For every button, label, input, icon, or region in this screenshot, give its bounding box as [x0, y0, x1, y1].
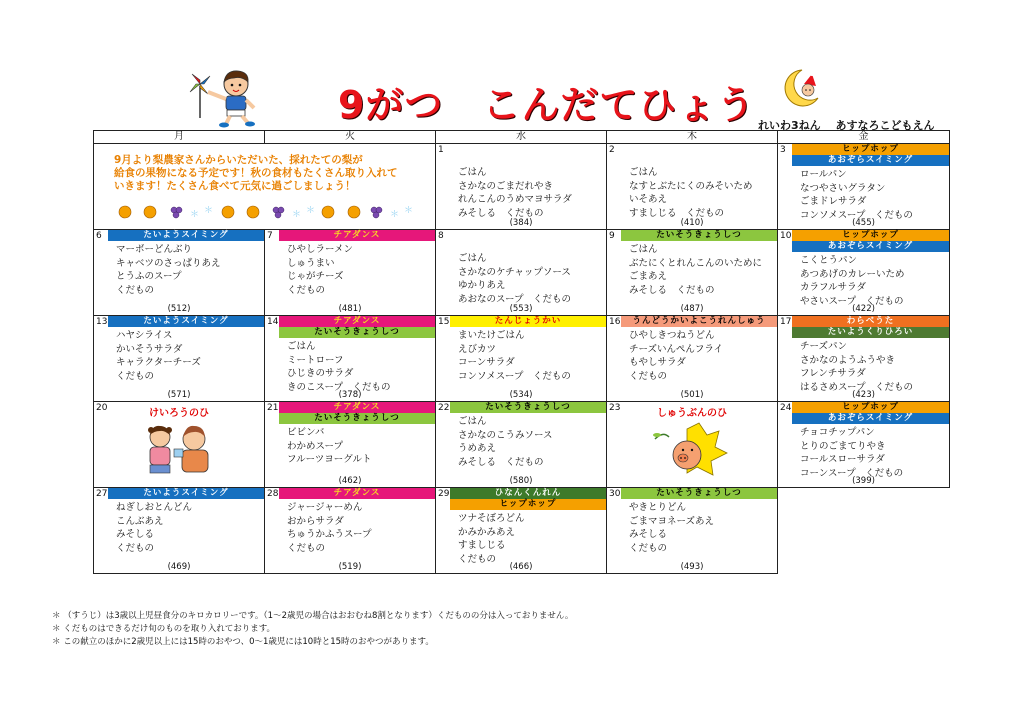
activity-bar: たいそうきょうしつ	[450, 402, 606, 413]
day-cell	[778, 230, 950, 316]
activity-bar: ヒップホップ	[792, 402, 949, 413]
calorie-value: (455)	[852, 218, 875, 228]
day-number: 3	[780, 145, 786, 155]
notice-message	[114, 154, 398, 193]
day-number: 28	[267, 489, 279, 499]
menu-item: ごはん	[458, 167, 487, 178]
notice-line: いきます！たくさん食べて元気に過ごしましょう！	[114, 180, 356, 192]
footnote: ＊ （すうじ）は3歳以上児昼食分のキロカロリーです。（1～2歳児の場合はおおむね8割となります）くだものの分は入っておりません。	[52, 611, 574, 621]
weekday-thu: 木	[607, 131, 778, 144]
menu-item: とうふのスープ	[116, 271, 182, 282]
activity-bar: ひなんくんれん	[450, 488, 606, 499]
menu-item: くだもの	[116, 542, 155, 554]
empty-cell	[778, 488, 950, 574]
menu-list	[458, 252, 606, 306]
menu-item: まいたけごはん	[458, 330, 525, 341]
day-cell	[436, 316, 607, 402]
footnotes	[52, 610, 573, 649]
menu-item: ひじきのサラダ	[287, 368, 354, 379]
menu-item: ごはん	[458, 416, 487, 427]
menu-item: ロールパン	[800, 169, 847, 180]
weekday-wed: 水	[436, 131, 607, 144]
calorie-value: (399)	[852, 476, 875, 486]
notice-line: 9月より梨農家さんからいただいた、採れたての梨が	[114, 154, 363, 166]
svg-text:＊: ＊	[306, 206, 316, 216]
menu-item: ハヤシライス	[116, 330, 173, 341]
menu-item: うめあえ	[458, 443, 497, 454]
menu-list	[629, 501, 777, 555]
day-number: 29	[438, 489, 450, 499]
day-cell	[778, 144, 950, 230]
calorie-value: (553)	[509, 304, 533, 314]
menu-item: くだもの	[287, 542, 326, 554]
menu-item: かいそうサラダ	[116, 343, 183, 355]
activity-bar: たいようくりひろい	[792, 327, 949, 338]
day-cell	[436, 488, 607, 574]
menu-item: みそしる くだもの	[629, 284, 715, 296]
menu-list	[800, 426, 949, 480]
menu-item: さかなのこうみソース	[458, 429, 553, 441]
menu-item: こくとうパン	[800, 255, 858, 266]
day-number: 10	[780, 231, 792, 241]
menu-item: くだもの	[287, 284, 326, 296]
week-row	[94, 230, 950, 316]
activity-bar: たいようスイミング	[108, 316, 264, 327]
menu-list	[116, 329, 264, 383]
activity-bar: うんどうかいよこうれんしゅう	[621, 316, 777, 327]
holiday-label: しゅうぶんのひ	[657, 408, 727, 419]
menu-list	[800, 340, 949, 394]
menu-item: かみかみあえ	[458, 526, 516, 538]
activity-bar: あおぞらスイミング	[792, 413, 949, 424]
menu-list	[287, 243, 435, 297]
day-number: 9	[609, 231, 615, 241]
menu-item: チョコチップパン	[800, 427, 875, 438]
day-number: 17	[780, 317, 792, 327]
day-cell	[436, 402, 607, 488]
menu-list	[629, 329, 777, 383]
calorie-value: (384)	[509, 218, 533, 228]
svg-text:＊: ＊	[190, 210, 200, 220]
menu-item: くだもの	[116, 370, 155, 382]
menu-item: マーボーどんぶり	[116, 244, 193, 255]
calorie-value: (571)	[167, 390, 191, 400]
menu-item: コンソメスープ くだもの	[800, 209, 913, 221]
menu-item: なすとぶたにくのみそいため	[629, 180, 753, 192]
menu-list	[287, 340, 435, 394]
calorie-value: (501)	[680, 390, 704, 400]
activity-bar: あおぞらスイミング	[792, 241, 949, 252]
day-cell	[607, 316, 778, 402]
menu-item: カラフルサラダ	[800, 282, 867, 293]
calorie-value: (462)	[338, 476, 362, 486]
menu-item: きのこスープ くだもの	[287, 381, 391, 393]
day-cell	[607, 488, 778, 574]
activity-bar: たいようスイミング	[108, 488, 264, 499]
grandparents-illustration	[134, 421, 224, 479]
activity-bar: たんじょうかい	[450, 316, 606, 327]
menu-item: ひやしきつねうどん	[629, 330, 715, 341]
week-row	[94, 402, 950, 488]
menu-list	[629, 166, 777, 220]
menu-list	[116, 501, 264, 555]
day-cell	[436, 144, 607, 230]
day-number: 1	[438, 145, 444, 155]
menu-item: くだもの	[116, 284, 155, 296]
menu-item: ごまマヨネーズあえ	[629, 515, 715, 527]
menu-item: キャベツのさっぱりあえ	[116, 257, 221, 269]
menu-item: やさいスープ くだもの	[800, 295, 904, 307]
week-row	[94, 316, 950, 402]
calorie-value: (422)	[852, 304, 875, 314]
school-name: れいわ3ねん あすなろこどもえん	[758, 119, 935, 132]
day-cell	[94, 488, 265, 574]
menu-item: あおなのスープ くだもの	[458, 293, 572, 305]
menu-list	[116, 243, 264, 297]
activity-bar: ヒップホップ	[792, 144, 949, 155]
day-number: 20	[96, 403, 108, 413]
menu-item: れんこんのうめマヨサラダ	[458, 194, 572, 205]
day-number: 30	[609, 489, 621, 499]
calorie-value: (493)	[680, 562, 704, 572]
menu-item: おからサラダ	[287, 515, 344, 527]
menu-item: チーズいんぺんフライ	[629, 343, 724, 355]
menu-item: しゅうまい	[287, 257, 335, 269]
calorie-value: (469)	[167, 562, 191, 572]
menu-item: ごはん	[458, 253, 487, 264]
day-cell	[94, 230, 265, 316]
menu-item: えびカツ	[458, 343, 497, 355]
day-cell	[607, 230, 778, 316]
activity-bar: たいそうきょうしつ	[279, 327, 435, 338]
weekday-fri: 金	[778, 131, 950, 144]
calorie-value: (410)	[680, 218, 704, 228]
menu-item: ちゅうかふうスープ	[287, 529, 372, 540]
menu-item: くだもの	[629, 542, 668, 554]
day-cell	[265, 316, 436, 402]
menu-calendar	[93, 130, 950, 574]
moon-illustration	[780, 66, 824, 110]
activity-bar: たいそうきょうしつ	[621, 488, 777, 499]
menu-item: いそあえ	[629, 194, 668, 205]
pig-leaf-illustration	[647, 421, 737, 479]
day-number: 23	[609, 403, 621, 413]
menu-item: ねぎしおとんどん	[116, 502, 193, 513]
calorie-value: (481)	[338, 304, 362, 314]
footnote: ＊ くだものはできるだけ旬のものを取り入れております。	[52, 624, 276, 634]
weekday-header-row	[94, 131, 950, 144]
day-cell	[265, 230, 436, 316]
svg-text:＊: ＊	[204, 206, 214, 216]
day-number: 13	[96, 317, 108, 327]
menu-item: ツナそぼろどん	[458, 513, 525, 524]
activity-bar: ヒップホップ	[792, 230, 949, 241]
menu-item: みそしる くだもの	[458, 207, 544, 219]
menu-item: こんぶあえ	[116, 515, 164, 527]
menu-item: コンソメスープ くだもの	[458, 370, 571, 382]
calorie-value: (534)	[509, 390, 533, 400]
menu-item: ごはん	[629, 244, 658, 255]
menu-list	[287, 501, 435, 555]
fruit-decoration	[116, 203, 416, 221]
day-cell	[607, 402, 778, 488]
day-number: 7	[267, 231, 273, 241]
calorie-value: (466)	[509, 562, 533, 572]
calorie-value: (519)	[338, 562, 362, 572]
menu-item: チーズパン	[800, 341, 848, 352]
menu-item: くだもの	[629, 370, 668, 382]
menu-list	[458, 415, 606, 469]
menu-list	[629, 243, 777, 297]
day-cell	[94, 402, 265, 488]
menu-item: やきとりどん	[629, 502, 687, 513]
svg-text:＊: ＊	[390, 210, 400, 220]
activity-bar: チアダンス	[279, 488, 435, 499]
week-row	[94, 488, 950, 574]
footnote: ＊ この献立のほかに2歳児以上には15時のおやつ、0～1歳児には10時と15時のおやつがあります。	[52, 637, 434, 647]
page-title: 9がつ こんだてひょう	[338, 83, 756, 127]
calorie-value: (423)	[852, 390, 875, 400]
menu-item: みそしる くだもの	[458, 456, 544, 468]
menu-item: すましじる くだもの	[629, 207, 725, 219]
weekday-mon: 月	[94, 131, 265, 144]
menu-item: じゃがチーズ	[287, 271, 344, 282]
menu-item: ゆかりあえ	[458, 280, 506, 291]
activity-bar: わらべうた	[792, 316, 949, 327]
menu-list	[800, 168, 949, 222]
day-cell	[265, 402, 436, 488]
day-number: 16	[609, 317, 621, 327]
menu-item: ごまドレサラダ	[800, 196, 867, 207]
activity-bar: たいそうきょうしつ	[621, 230, 777, 241]
menu-item: なつやさいグラタン	[800, 182, 886, 194]
activity-bar: チアダンス	[279, 402, 435, 413]
menu-item: さかなのようふうやき	[800, 354, 896, 366]
calorie-value: (580)	[509, 476, 533, 486]
menu-item: くだもの	[458, 553, 497, 565]
svg-text:＊: ＊	[292, 210, 302, 220]
menu-item: コーンスープ くだもの	[800, 467, 904, 479]
day-number: 14	[267, 317, 279, 327]
activity-bar: あおぞらスイミング	[792, 155, 949, 166]
menu-item: ごはん	[629, 167, 658, 178]
menu-item: コーンサラダ	[458, 357, 515, 368]
day-cell	[436, 230, 607, 316]
notice-line: 給食の果物になる予定です！秋の食材もたくさん取り入れて	[114, 167, 398, 179]
activity-bar: ヒップホップ	[450, 499, 606, 510]
menu-item: キャラクターチーズ	[116, 357, 201, 368]
menu-item: はるさめスープ くだもの	[800, 381, 914, 393]
day-number: 6	[96, 231, 102, 241]
menu-list	[458, 329, 606, 383]
menu-list	[458, 166, 606, 220]
menu-item: コールスローサラダ	[800, 454, 885, 465]
day-cell	[778, 316, 950, 402]
day-cell	[265, 488, 436, 574]
calorie-value: (512)	[167, 304, 191, 314]
menu-item: みそしる	[629, 529, 668, 540]
day-cell	[94, 316, 265, 402]
holiday-label: けいろうのひ	[149, 408, 209, 419]
weekday-tue: 火	[265, 131, 436, 144]
menu-list	[287, 426, 435, 467]
activity-bar: たいそうきょうしつ	[279, 413, 435, 424]
day-number: 27	[96, 489, 108, 499]
menu-item: みそしる	[116, 529, 155, 540]
day-cell	[607, 144, 778, 230]
svg-text:＊: ＊	[404, 206, 414, 216]
day-number: 2	[609, 145, 615, 155]
menu-item: もやしサラダ	[629, 357, 686, 368]
menu-item: ひやしラーメン	[287, 244, 354, 255]
menu-item: ジャージャーめん	[287, 502, 363, 513]
menu-item: さかなのケチャップソース	[458, 266, 571, 278]
day-cell	[778, 402, 950, 488]
calorie-value: (487)	[680, 304, 704, 314]
menu-item: すましじる	[458, 540, 506, 551]
menu-item: とりのごまてりやき	[800, 440, 886, 452]
day-number: 15	[438, 317, 450, 327]
boy-pinwheel-illustration	[186, 66, 266, 128]
activity-bar: チアダンス	[279, 230, 435, 241]
menu-item: さかなのごまだれやき	[458, 180, 554, 192]
menu-list	[800, 254, 949, 308]
day-number: 8	[438, 231, 444, 241]
menu-item: ごはん	[287, 341, 316, 352]
calorie-value: (378)	[338, 390, 362, 400]
menu-item: ごまあえ	[629, 271, 668, 282]
day-number: 22	[438, 403, 450, 413]
day-number: 21	[267, 403, 279, 413]
menu-item: あつあげのカレーいため	[800, 268, 905, 280]
activity-bar: チアダンス	[279, 316, 435, 327]
menu-item: わかめスープ	[287, 440, 344, 452]
menu-item: ぶたにくとれんこんのいために	[629, 257, 763, 269]
activity-bar: たいようスイミング	[108, 230, 264, 241]
menu-list	[458, 512, 606, 566]
menu-item: フレンチサラダ	[800, 368, 866, 379]
menu-item: フルーツヨーグルト	[287, 454, 372, 465]
menu-item: ミートローフ	[287, 354, 344, 366]
menu-item: ビビンバ	[287, 427, 325, 438]
day-number: 24	[780, 403, 792, 413]
